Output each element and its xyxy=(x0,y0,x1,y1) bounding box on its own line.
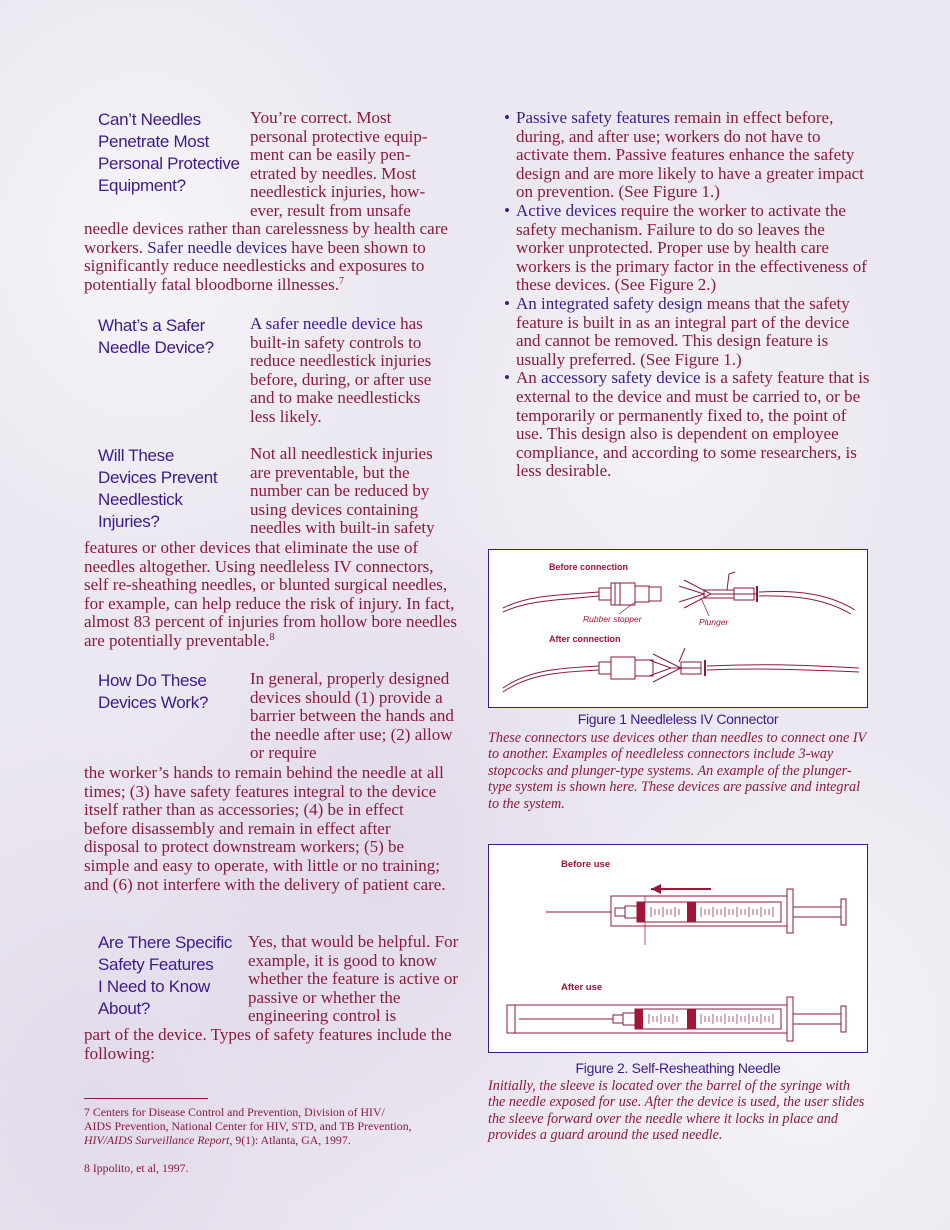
label-before-connection: Before connection xyxy=(549,562,629,572)
answer-penetrate-lead: You’re correct. Most personal protective equip- ment can be easily pen- etrated by needles. Most needlestick injuries, how- ever, result from unsafe xyxy=(250,108,428,220)
figure-1-title: Figure 1 Needleless IV Connector xyxy=(577,711,779,727)
answer-text: features or other devices that eliminate the use of needles altogether. Using needleless IV connectors, self re-sheathing needles, or blunted surgical needles, for example, can help reduce the risk of injury. In fact, almost 83 percent of injuries from hollow bore needles are potentially preventable. xyxy=(84,538,457,650)
needleless-connector-illustration xyxy=(489,550,867,707)
label-rubber-stopper: Rubber stopper xyxy=(583,614,642,624)
footnote-7 xyxy=(84,1105,414,1147)
feature-term: Passive safety features xyxy=(516,108,670,127)
answer-what-is-safer xyxy=(250,315,446,427)
answer-prevent-body xyxy=(84,539,462,651)
feature-accessory xyxy=(504,369,870,481)
answer-penetrate-body xyxy=(84,220,464,294)
answer-text: have been shown to significantly reduce needlesticks and exposures to potentially fatal bloodborne illnesses. xyxy=(84,237,426,294)
answer-prevent-lead: Not all needlestick injuries are preventable, but the number can be reduced by using devices containing needles with built-in safety xyxy=(250,444,435,538)
footnote-8 xyxy=(84,1161,414,1175)
feature-term: An integrated safety design xyxy=(516,293,703,313)
answer-how-work-body: the worker’s hands to remain behind the needle at all times; (3) have safety features integral to the device itself rather than as accessories; (4) be in effect before disassembly and remain in effect after disposal to protect downstream workers; (5) be simple and easy to operate, with little or no training; and (6) not interfere with the delivery of patient care. xyxy=(84,763,446,894)
question-heading-what-is-safer: What’s a Safer Needle Device? xyxy=(98,316,214,357)
figure-2-caption: Initially, the sleeve is located over the barrel of the syringe with the needle exposed for use. After the device is used, the user slides the sleeve forward over the needle where it locks in place and provides a guard around the used needle. xyxy=(488,1078,865,1144)
footnote-ref-7: 7 xyxy=(338,275,344,287)
figure-1-caption: These connectors use devices other than needles to connect one IV to another. Examples of needleless connectors include 3-way stopcocks and plunger-type systems. An example of the plunger-type system is shown here. These devices are passive and integral to the system. xyxy=(488,730,866,812)
feature-text: require the worker to activate the safety mechanism. Failure to do so leaves the worker unprotected. Proper use by health care workers is the primary factor in the effectiveness of these devices. (See Figure 2.) xyxy=(516,200,867,295)
term-safer-needle-devices: Safer needle devices xyxy=(147,237,287,257)
figure-1-box xyxy=(488,549,868,708)
feature-active xyxy=(504,202,870,295)
footnote-number: 8 xyxy=(84,1161,90,1175)
footnote-number: 7 xyxy=(84,1105,90,1119)
question-heading-penetrate: Can’t Needles Penetrate Most Personal Protective Equipment? xyxy=(98,110,240,195)
feature-text: remain in effect before, during, and after use; workers do not have to activate them. Passive features enhance the safety design and are more likely to have a greater impact on prevention. (See Figure 1.) xyxy=(516,108,864,202)
feature-term: Active devices xyxy=(516,200,617,220)
label-after-connection: After connection xyxy=(549,634,621,644)
question-heading-prevent: Will These Devices Prevent Needlestick Injuries? xyxy=(98,446,218,531)
figure-2-title: Figure 2. Self-Resheathing Needle xyxy=(575,1060,781,1076)
self-resheathing-needle-illustration xyxy=(489,845,867,1052)
label-plunger: Plunger xyxy=(699,617,729,627)
feature-term: accessory safety device xyxy=(541,368,701,388)
feature-integrated xyxy=(504,295,870,369)
footnote-text: Ippolito, et al, 1997. xyxy=(89,1161,189,1175)
answer-specific-features-body: part of the device. Types of safety features include the following: xyxy=(84,1025,452,1063)
answer-specific-features-lead: Yes, that would be helpful. For example, it is good to know whether the feature is active or passive or whether the engineering control is xyxy=(248,932,459,1026)
label-before-use: Before use xyxy=(561,859,611,870)
footnote-divider xyxy=(84,1098,208,1099)
footnote-report-title: HIV/AIDS Surveillance Report xyxy=(84,1133,230,1147)
answer-text: has built-in safety controls to reduce needlestick injuries before, during, or after use and to make needlesticks less likely. xyxy=(250,314,432,426)
footnote-text: , 9(1): Atlanta, GA, 1997. xyxy=(229,1133,351,1147)
figure-2-box xyxy=(488,844,868,1053)
term-safer-needle-device: A safer needle device xyxy=(250,314,396,333)
feature-text: means that the safety feature is built in as an integral part of the device and cannot be removed. This design feature is usually preferred. (See Figure 1.) xyxy=(516,293,850,369)
feature-term-prefix: An xyxy=(516,368,542,388)
footnote-text: Centers for Disease Control and Prevention, Division of HIV/ AIDS Prevention, National Center for HIV, STD, and TB Prevention, xyxy=(84,1105,412,1133)
feature-passive xyxy=(504,109,870,202)
answer-how-work-lead: In general, properly designed devices should (1) provide a barrier between the hands and the needle after use; (2) allow or require xyxy=(250,669,454,763)
answer-text: needle devices rather than carelessness by health care workers. xyxy=(84,219,448,257)
feature-text: is a safety feature that is external to the device and must be carried to, or be temporarily or permanently fixed to, the point of use. This design also is dependent on employee compliance, and according to some researchers, is less desirable. xyxy=(516,368,870,481)
question-heading-how-work: How Do These Devices Work? xyxy=(98,671,209,712)
question-heading-specific-features: Are There Specific Safety Features I Need to Know About? xyxy=(98,933,233,1018)
label-after-use: After use xyxy=(561,982,603,993)
footnote-ref-8: 8 xyxy=(269,631,275,643)
safety-feature-list xyxy=(504,109,870,481)
